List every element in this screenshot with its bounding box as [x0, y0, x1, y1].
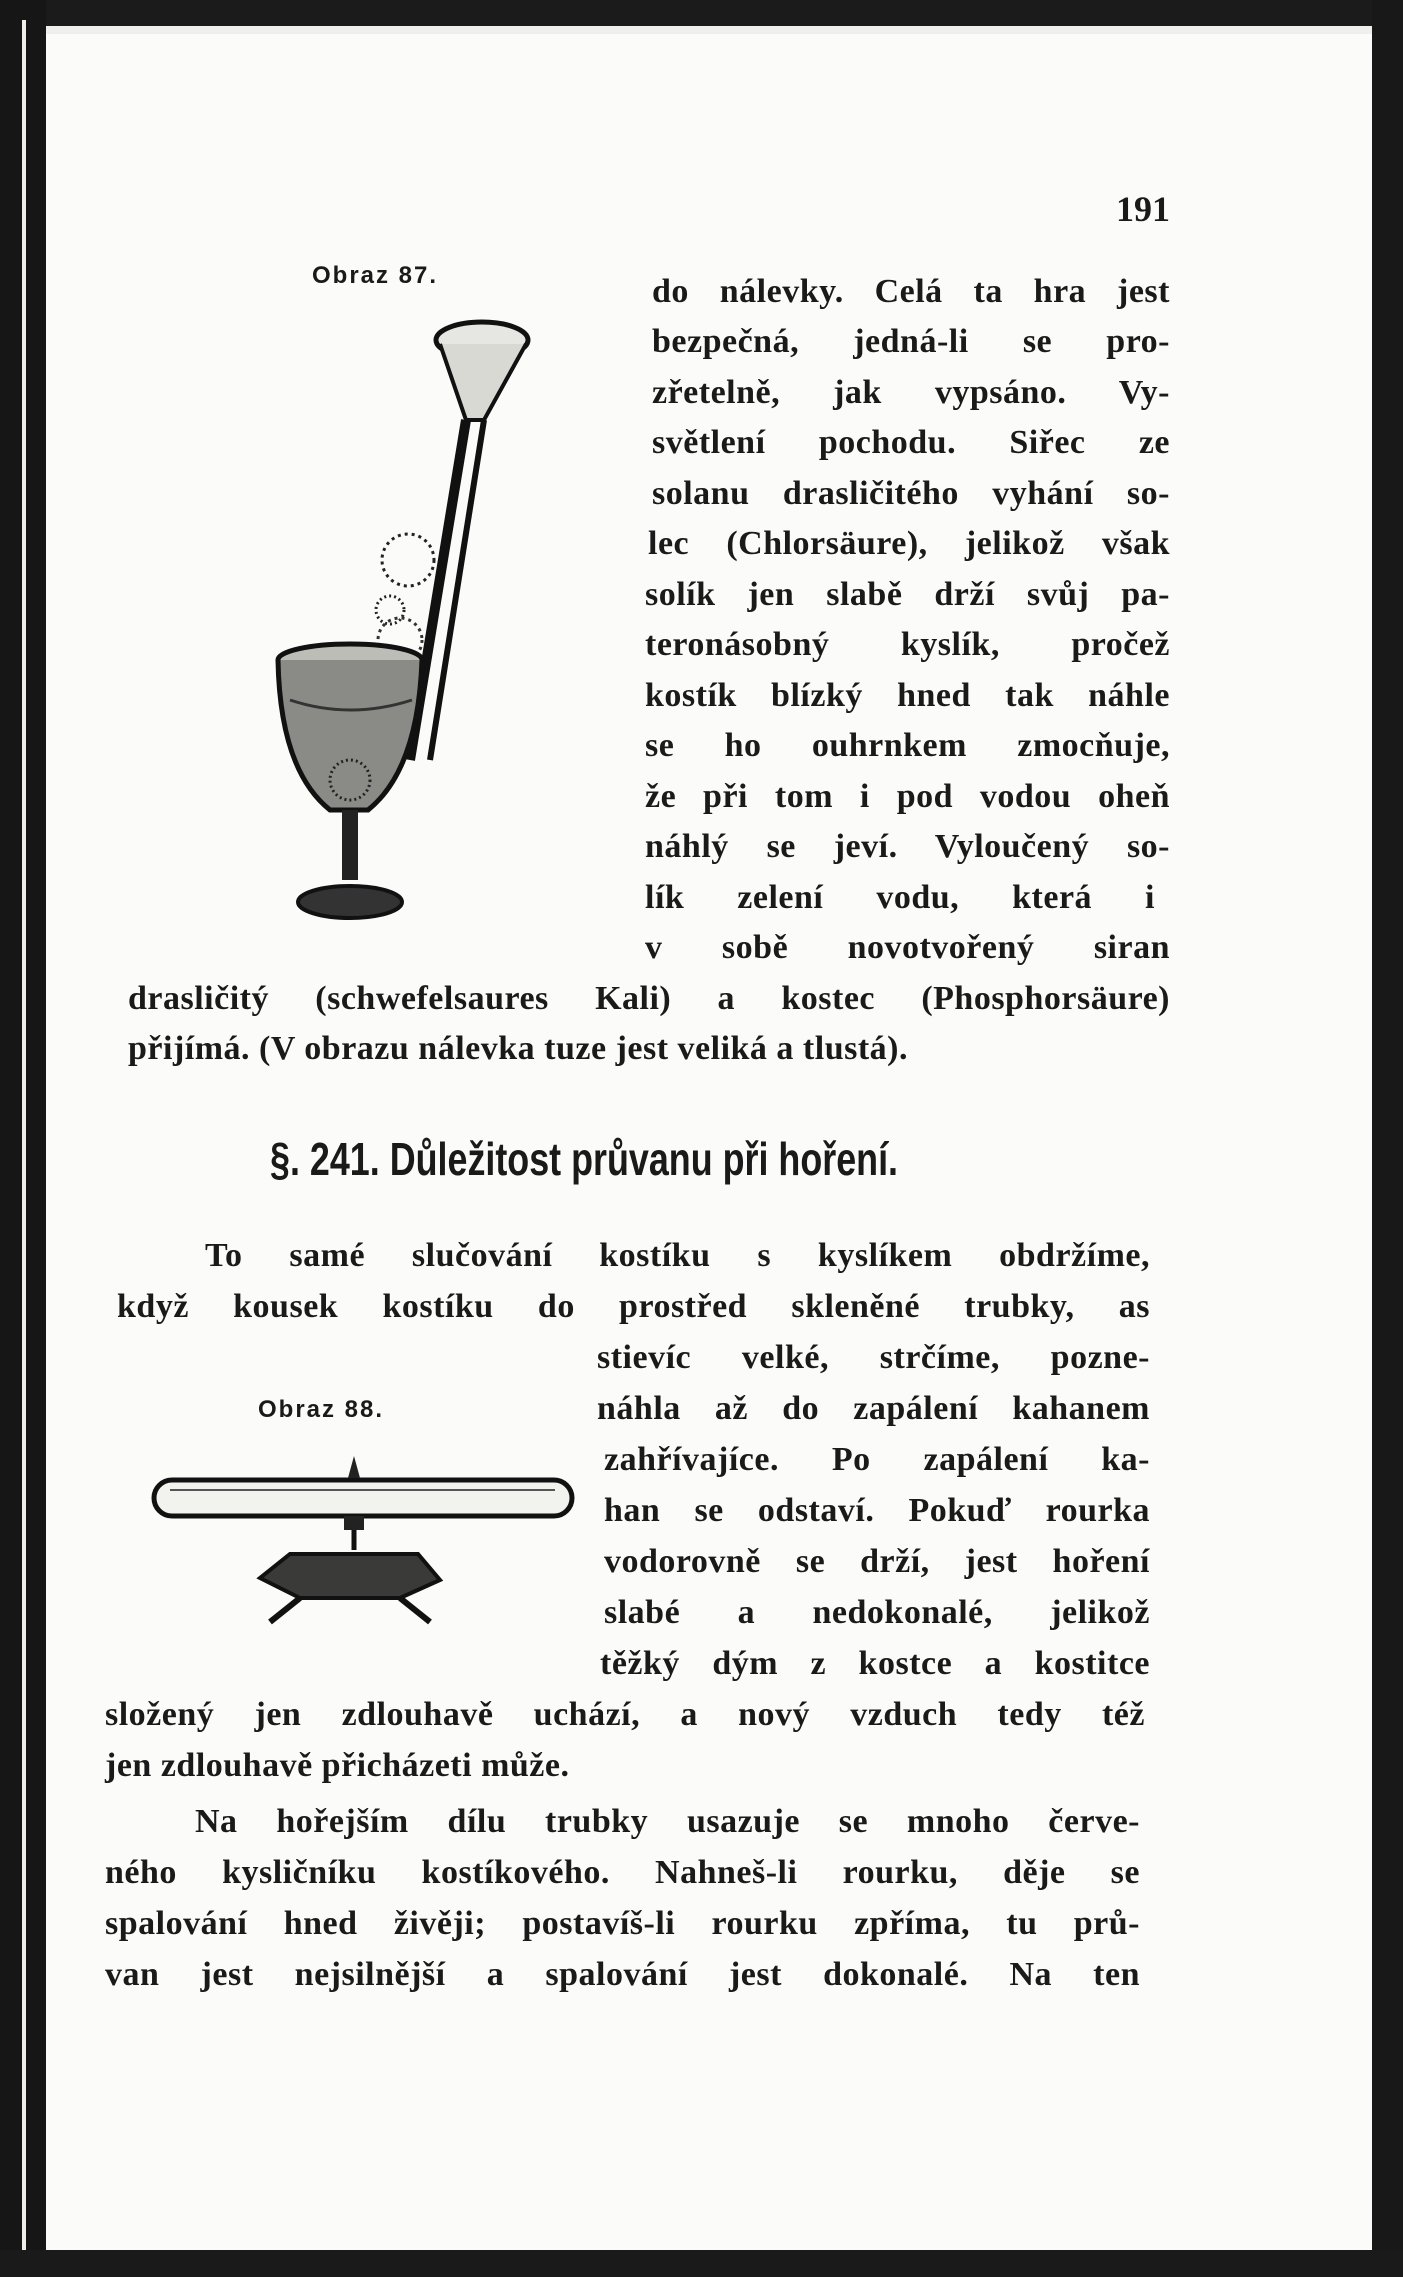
text-line: když kousek kostíku do prostřed skleněné trubky, as	[117, 1288, 1150, 1325]
text-line: To samé slučování kostíku s kyslíkem obdržíme,	[205, 1237, 1150, 1274]
text-line: drasličitý (schwefelsaures Kali) a kostec (Phosphorsäure)	[128, 980, 1170, 1017]
text-line: v sobě novotvořený siran	[645, 929, 1170, 966]
text-line: solík jen slabě drží svůj pa-	[645, 576, 1170, 613]
figure-88-label: Obraz 88.	[258, 1396, 385, 1423]
text-line: se ho ouhrnkem zmocňuje,	[645, 727, 1170, 764]
glass-tube-over-burner-illustration	[150, 1450, 580, 1630]
text-line: vodorovně se drží, jest hoření	[604, 1543, 1150, 1580]
text-line: kostík blízký hned tak náhle	[645, 677, 1170, 714]
text-line: složený jen zdlouhavě uchází, a nový vzduch tedy též	[105, 1696, 1145, 1733]
scan-border-right	[1372, 0, 1403, 2277]
page-number: 191	[1116, 189, 1170, 229]
text-line: lík zelení vodu, která i	[645, 879, 1155, 916]
text-line: zřetelně, jak vypsáno. Vy-	[652, 374, 1170, 411]
text-line: bezpečná, jedná-li se pro-	[652, 323, 1170, 360]
text-line: náhla až do zapálení kahanem	[597, 1390, 1150, 1427]
funnel-in-goblet-illustration	[250, 310, 540, 930]
text-line: teronásobný kyslík, pročež	[645, 626, 1170, 663]
text-line: ného kysličníku kostíkového. Nahneš-li rourku, děje se	[105, 1854, 1140, 1891]
text-line: spalování hned živěji; postavíš-li rourku zpříma, tu prů-	[105, 1905, 1140, 1942]
text-line: jen zdlouhavě přicházeti může.	[105, 1747, 570, 1784]
scan-border-bottom	[0, 2250, 1403, 2277]
text-line: han se odstaví. Pokuď rourka	[604, 1492, 1150, 1529]
text-line: přijímá. (V obrazu nálevka tuze jest veliká a tlustá).	[128, 1030, 908, 1067]
text-line: náhlý se jeví. Vyloučený so-	[645, 828, 1170, 865]
text-line: že při tom i pod vodou oheň	[645, 778, 1170, 815]
scan-border-top-inner	[44, 26, 1374, 34]
text-line: zahřívajíce. Po zapálení ka-	[604, 1441, 1150, 1478]
text-line: slabé a nedokonalé, jelikož	[604, 1594, 1150, 1631]
text-line: solanu drasličitého vyhání so-	[652, 475, 1170, 512]
text-line: světlení pochodu. Siřec ze	[652, 424, 1170, 461]
text-line: stievíc velké, strčíme, pozne-	[597, 1339, 1150, 1376]
text-line: Na hořejším dílu trubky usazuje se mnoho červe-	[195, 1803, 1140, 1840]
text-line: lec (Chlorsäure), jelikož však	[648, 525, 1170, 562]
text-line: těžký dým z kostce a kostitce	[600, 1645, 1150, 1682]
text-line: van jest nejsilnější a spalování jest dokonalé. Na ten	[105, 1956, 1140, 1993]
text-line: do nálevky. Celá ta hra jest	[652, 273, 1170, 310]
section-heading: §. 241. Důležitost průvanu při hoření.	[270, 1133, 899, 1185]
scan-border-left-line	[22, 20, 26, 2260]
figure-87-label: Obraz 87.	[312, 262, 439, 289]
